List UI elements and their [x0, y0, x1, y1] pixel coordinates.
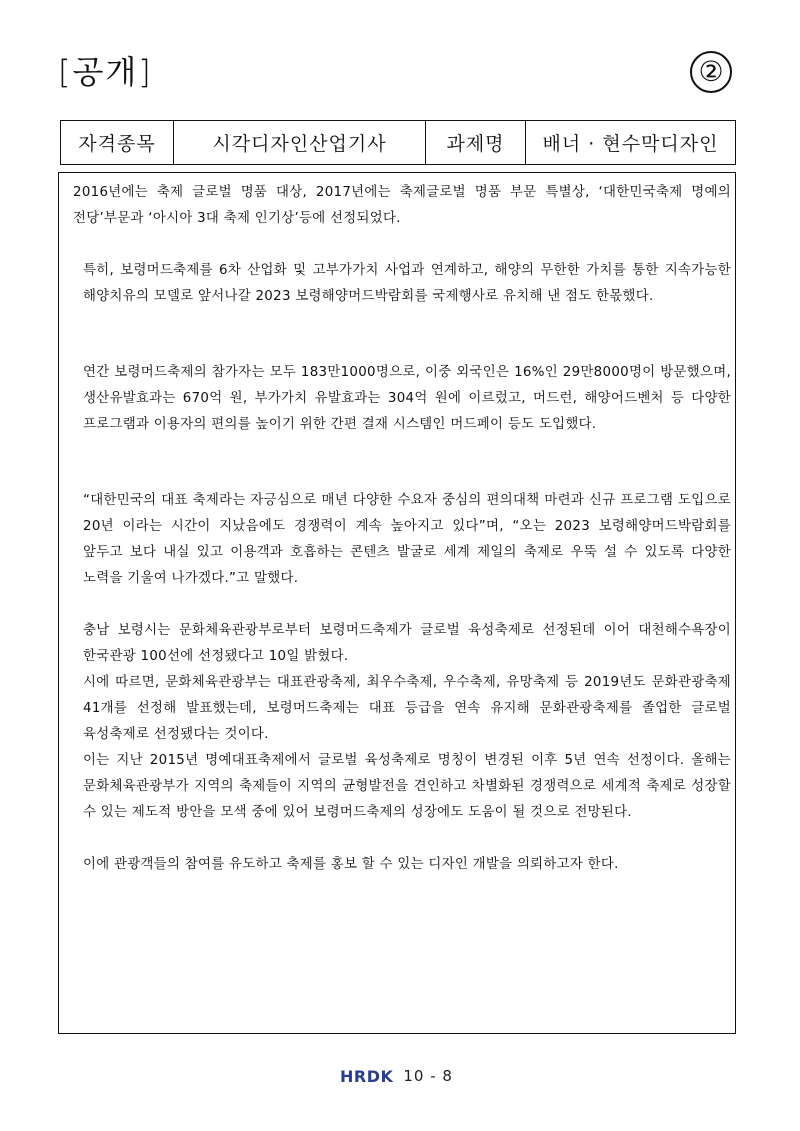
- task-value-cell: 배너 · 현수막디자인: [526, 121, 736, 165]
- hrdk-logo: HRDK: [340, 1066, 394, 1086]
- task-label-cell: 과제명: [426, 121, 526, 165]
- paragraph-expo: 특히, 보령머드축제를 6차 산업화 및 고부가가치 사업과 연계하고, 해양의 무한한 가치를 통한 지속가능한 해양치유의 모델로 앞서나갈 2023 보령해양머드박람회를 국제행사로 유치해 낸 점도 한몫했다.: [83, 263, 731, 304]
- paragraph-selection: 충남 보령시는 문화체육관광부로부터 보령머드축제가 글로벌 육성축제로 선정된데 이어 대천해수욕장이 한국관광 100선에 선정됐다고 10일 밝혔다.: [83, 623, 731, 664]
- page-number: 10 - 8: [403, 1067, 453, 1085]
- paragraph-awards: 2016년에는 축제 글로벌 명품 대상, 2017년에는 축제글로벌 명품 부문 특별상, ‘대한민국축제 명예의 전당’부문과 ‘아시아 3대 축제 인기상’등에 선정되었다.: [73, 185, 731, 226]
- page-mark-badge: ②: [690, 51, 732, 93]
- field-value-cell: 시각디자인산업기사: [174, 121, 426, 165]
- exam-info-row: [61, 121, 736, 165]
- paragraph-growth: 이는 지난 2015년 명예대표축제에서 글로벌 육성축제로 명칭이 변경된 이후 5년 연속 선정이다. 올해는 문화체육관광부가 지역의 축제들이 지역의 균형발전을 견인하고 차별화된 경쟁력으로 세계적 축제로 성장할 수 있는 제도적 방안을 모색 중에 있어 보령머드축제의 성장에도 도움이 될 것으로 전망된다.: [83, 753, 731, 820]
- paragraph-festival-ratings: 시에 따르면, 문화체육관광부는 대표관광축제, 최우수축제, 우수축제, 유망축제 등 2019년도 문화관광축제 41개를 선정해 발표했는데, 보령머드축제는 대표 등급을 연속 유지해 문화관광축제를 졸업한 글로벌 육성축제로 선정됐다는 것이다.: [83, 675, 731, 742]
- field-label-cell: 자격종목: [61, 121, 174, 165]
- exam-info-table: [60, 120, 736, 165]
- paragraph-statistics: 연간 보령머드축제의 참가자는 모두 183만1000명으로, 이중 외국인은 16%인 29만8000명이 방문했으며, 생산유발효과는 670억 원, 부가가치 유발효과는 304억 원에 이르렀고, 머드런, 해양어드벤처 등 다양한 프로그램과 이용자의 편의를 높이기 위한 간편 결재 시스템인 머드페이 등도 도입했다.: [83, 365, 731, 432]
- disclosure-label: [공개]: [58, 53, 153, 91]
- page-footer: [340, 1064, 453, 1088]
- paragraph-quote: “대한민국의 대표 축제라는 자긍심으로 매년 다양한 수요자 중심의 편의대책 마련과 신규 프로그램 도입으로 20년 이라는 시간이 지났음에도 경쟁력이 계속 높아지고 있다”며, “오는 2023 보령해양머드박람회를 앞두고 보다 내실 있고 이용객과 호흡하는 콘텐츠 발굴로 세계 제일의 축제로 우뚝 설 수 있도록 다양한 노력을 기울여 나가겠다.”고 말했다.: [83, 493, 731, 586]
- paragraph-request: 이에 관광객들의 참여를 유도하고 축제를 홍보 할 수 있는 디자인 개발을 의뢰하고자 한다.: [83, 857, 619, 872]
